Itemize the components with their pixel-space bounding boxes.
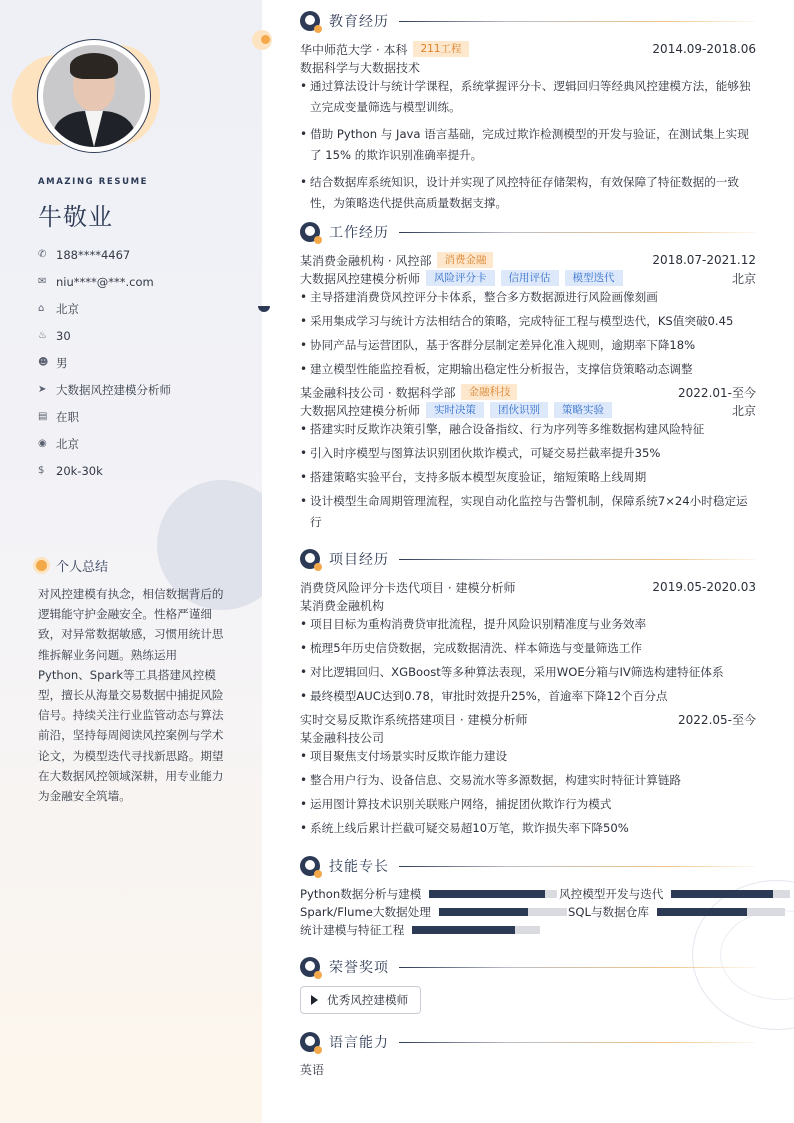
project-date: 2019.05-2020.03 <box>652 580 756 594</box>
list-item: • 梳理5年历史信贷数据，完成数据清洗、样本筛选与变量筛选工作 <box>300 638 756 659</box>
home-icon: ⌂ <box>38 303 45 314</box>
section-title: 项目经历 <box>329 552 389 568</box>
avatar-frame <box>37 39 151 153</box>
info-target-role <box>38 376 171 403</box>
info-email <box>38 268 171 295</box>
skill-tag: 信用评估 <box>501 270 559 286</box>
info-text: 北京 <box>56 301 79 316</box>
skill-bar-fill <box>657 908 747 916</box>
project-header <box>300 710 756 728</box>
section-divider <box>399 1042 756 1043</box>
job-city: 北京 <box>731 271 756 286</box>
education-block <box>300 40 756 220</box>
location-icon: ◉ <box>38 438 47 449</box>
section-icon <box>300 856 320 876</box>
decor-dot <box>261 35 270 44</box>
list-item: • 项目目标为重构消费贷审批流程，提升风险识别精准度与业务效率 <box>300 614 756 635</box>
list-item: • 设计模型生命周期管理流程，实现自动化监控与告警机制，保障系统7×24小时稳定运行 <box>300 491 756 533</box>
info-age <box>38 322 171 349</box>
skill-bar-fill <box>429 890 544 898</box>
skill-bar <box>671 890 790 898</box>
play-icon <box>311 995 318 1005</box>
info-status <box>38 403 171 430</box>
skill-item <box>568 904 785 920</box>
skill-bar <box>429 890 557 898</box>
section-icon <box>300 11 320 31</box>
education-date: 2014.09-2018.06 <box>652 42 756 56</box>
summary-title: 个人总结 <box>56 560 109 575</box>
education-bullets <box>300 76 756 214</box>
skill-name: Python数据分析与建模 <box>300 887 422 901</box>
skill-bar-fill <box>439 908 529 916</box>
skills-list <box>300 885 794 939</box>
section-icon <box>300 549 320 569</box>
section-title: 荣誉奖项 <box>329 960 389 976</box>
info-location <box>38 430 171 457</box>
list-item: • 搭建策略实验平台，支持多版本模型灰度验证，缩短策略上线周期 <box>300 467 756 488</box>
project-org-row <box>300 596 756 614</box>
section-heading-awards <box>300 957 756 977</box>
skills-row <box>300 885 794 903</box>
list-item: • 对比逻辑回归、XGBoost等多种算法表现，采用WOE分箱与IV筛选构建特征体系 <box>300 662 756 683</box>
skills-row <box>300 903 794 921</box>
summary-text: 对风控建模有执念，相信数据背后的逻辑能守护金融安全。性格严谨细致，对异常数据敏感，习惯用统计思维拆解业务问题。熟练运用Python、Spark等工具搭建风控模型，擅长从海量交易数据中捕捉风险信号。持续关注行业监管动态与算法前沿，坚持每周阅读风控案例与学术论文，为模型迭代寻找新思路。期望在大数据风控领域深耕，用专业能力为金融安全筑墙。 <box>38 587 224 804</box>
cake-icon: ♨ <box>38 330 47 341</box>
job-bullets <box>300 287 756 380</box>
list-item: • 系统上线后累计拦截可疑交易超10万笔，欺诈损失率下降50% <box>300 818 756 839</box>
section-title: 语言能力 <box>329 1035 389 1051</box>
job-role: 大数据风控建模分析师 <box>300 271 421 286</box>
education-header <box>300 40 756 58</box>
industry-tag: 金融科技 <box>461 384 517 400</box>
skill-item <box>300 904 568 920</box>
skill-name: 风控模型开发与迭代 <box>559 887 664 901</box>
project-org: 某金融科技公司 <box>300 730 385 745</box>
section-divider <box>399 21 756 22</box>
skill-tag: 风险评分卡 <box>426 270 495 286</box>
project-name: 消费贷风险评分卡迭代项目 · 建模分析师 <box>300 580 516 595</box>
candidate-name: 牛敬业 <box>38 203 113 231</box>
skill-item <box>300 922 540 938</box>
list-item: • 运用图计算技术识别关联账户网络，捕捉团伙欺诈行为模式 <box>300 794 756 815</box>
briefcase-icon: ▤ <box>38 411 48 422</box>
list-item: • 搭建实时反欺诈决策引擎，融合设备指纹、行为序列等多维数据构建风险特征 <box>300 419 756 440</box>
skill-name: Spark/Flume大数据处理 <box>300 905 431 919</box>
list-item: • 采用集成学习与统计方法相结合的策略，完成特征工程与模型迭代，KS值突破0.45 <box>300 311 756 332</box>
section-title: 技能专长 <box>329 859 389 875</box>
skill-bar <box>412 926 540 934</box>
info-text: 20k-30k <box>56 463 103 478</box>
list-item: • 最终模型AUC达到0.78，审批时效提升25%，首逾率下降12个百分点 <box>300 686 756 707</box>
info-gender <box>38 349 171 376</box>
info-text: 188****4467 <box>56 247 131 262</box>
school-name: 华中师范大学 · 本科 <box>300 42 408 57</box>
skill-tag: 实时决策 <box>426 402 484 418</box>
tagline: AMAZING RESUME <box>38 177 149 187</box>
section-heading-skills <box>300 856 756 876</box>
job-role: 大数据风控建模分析师 <box>300 403 421 418</box>
list-item: • 引入时序模型与图算法识别团伙欺诈模式，可疑交易拦截率提升35% <box>300 443 756 464</box>
school-tag: 211工程 <box>413 41 468 57</box>
job-block <box>300 251 756 383</box>
skill-bar <box>439 908 567 916</box>
skill-item <box>300 886 559 902</box>
major: 数据科学与大数据技术 <box>300 60 421 75</box>
job-city: 北京 <box>731 403 756 418</box>
skill-tag: 模型迭代 <box>565 270 623 286</box>
info-text: 北京 <box>56 436 79 451</box>
list-item: • 建立模型性能监控看板，定期输出稳定性分析报告，支撑信贷策略动态调整 <box>300 359 756 380</box>
project-header <box>300 578 756 596</box>
list-item: • 项目聚焦支付场景实时反欺诈能力建设 <box>300 746 756 767</box>
person-icon: ☻ <box>38 357 49 368</box>
company-name: 某金融科技公司 · 数据科学部 <box>300 385 456 400</box>
project-block <box>300 578 756 710</box>
skills-row <box>300 921 794 939</box>
skill-bar-fill <box>671 890 772 898</box>
section-title: 工作经历 <box>329 225 389 241</box>
section-divider <box>399 232 756 233</box>
skill-name: 统计建模与特征工程 <box>300 923 405 937</box>
section-divider <box>399 967 756 968</box>
info-text: 30 <box>56 328 71 343</box>
company-name: 某消费金融机构 · 风控部 <box>300 253 432 268</box>
project-org: 某消费金融机构 <box>300 598 385 613</box>
sidebar <box>0 0 262 1123</box>
section-heading-education <box>300 11 756 31</box>
info-text: 在职 <box>56 409 79 424</box>
info-text: 大数据风控建模分析师 <box>56 382 171 397</box>
list-item: • 结合数据库系统知识，设计并实现了风控特征存储架构，有效保障了特征数据的一致性，为策略迭代提供高质量数据支撑。 <box>300 172 756 214</box>
job-header <box>300 251 756 269</box>
send-icon: ➤ <box>38 384 47 395</box>
section-heading-languages <box>300 1032 756 1052</box>
skill-tag: 策略实验 <box>554 402 612 418</box>
project-date: 2022.05-至今 <box>678 712 756 727</box>
award-name: 优秀风控建模师 <box>327 993 409 1007</box>
skill-tag: 团伙识别 <box>490 402 548 418</box>
list-item: • 借助 Python 与 Java 语言基础，完成过欺诈检测模型的开发与验证，在测试集上实现了 15% 的欺诈识别准确率提升。 <box>300 124 756 166</box>
mail-icon: ✉ <box>38 276 47 287</box>
job-date: 2022.01-至今 <box>678 385 756 400</box>
info-salary <box>38 457 171 484</box>
section-icon <box>300 1032 320 1052</box>
info-text: 男 <box>56 355 68 370</box>
job-bullets <box>300 419 756 533</box>
industry-tag: 消费金融 <box>437 252 493 268</box>
avatar <box>43 45 145 147</box>
list-item: • 主导搭建消费贷风控评分卡体系，整合多方数据源进行风险画像刻画 <box>300 287 756 308</box>
language-item: 英语 <box>300 1063 325 1077</box>
section-heading-projects <box>300 549 756 569</box>
dot-icon <box>36 560 47 571</box>
section-icon <box>300 222 320 242</box>
avatar-hair-shape <box>70 53 118 79</box>
skill-bar <box>657 908 785 916</box>
job-role-row <box>300 269 756 287</box>
phone-icon: ✆ <box>38 249 47 260</box>
money-icon: $ <box>38 465 45 476</box>
info-text: niu****@***.com <box>56 274 154 289</box>
skill-name: SQL与数据仓库 <box>568 905 649 919</box>
list-item: • 通过算法设计与统计学课程，系统掌握评分卡、逻辑回归等经典风控建模方法，能够独立完成变量筛选与模型训练。 <box>300 76 756 118</box>
section-title: 教育经历 <box>329 14 389 30</box>
summary-heading <box>36 556 108 575</box>
job-date: 2018.07-2021.12 <box>652 253 756 267</box>
project-name: 实时交易反欺诈系统搭建项目 · 建模分析师 <box>300 712 528 727</box>
award-badge <box>300 986 421 1014</box>
education-major-row <box>300 58 756 76</box>
project-org-row <box>300 728 756 746</box>
skill-bar-fill <box>412 926 514 934</box>
project-block <box>300 710 756 842</box>
project-bullets <box>300 746 756 839</box>
contact-info-list <box>38 241 171 484</box>
section-divider <box>399 866 756 867</box>
skill-item <box>559 886 790 902</box>
job-block <box>300 383 756 536</box>
job-header <box>300 383 756 401</box>
info-home <box>38 295 171 322</box>
job-role-row <box>300 401 756 419</box>
list-item: • 整合用户行为、设备信息、交易流水等多源数据，构建实时特征计算链路 <box>300 770 756 791</box>
project-bullets <box>300 614 756 707</box>
section-divider <box>399 559 756 560</box>
section-icon <box>300 957 320 977</box>
list-item: • 协同产品与运营团队，基于客群分层制定差异化准入规则，逾期率下降18% <box>300 335 756 356</box>
section-heading-work <box>300 222 756 242</box>
info-phone <box>38 241 171 268</box>
